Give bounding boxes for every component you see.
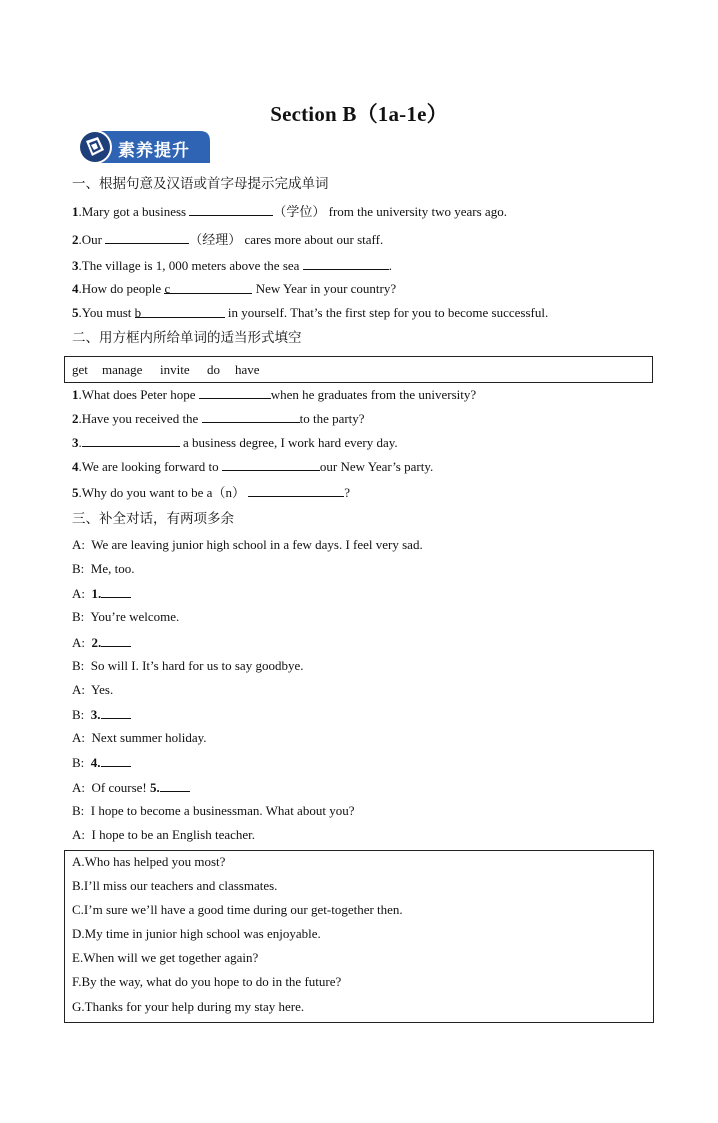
blank-number: 5: [149, 780, 157, 795]
dialogue-line: [72, 682, 113, 698]
answer-blank[interactable]: [101, 585, 131, 598]
dialogue-text: So will I. It’s hard for us to say goodbye.: [90, 658, 304, 673]
word-bank-box: [64, 356, 653, 383]
dialogue-line: [72, 537, 423, 553]
item-text-before: .: [78, 435, 82, 450]
item-text-before: .Mary got a business: [78, 204, 190, 219]
item-text-after: .: [388, 258, 392, 273]
item-number: 3: [72, 435, 79, 450]
section3-heading: 三、补全对话，有两项多余: [72, 511, 234, 527]
item-text-after: when he graduates from the university?: [270, 387, 477, 402]
speaker-label: A:: [72, 682, 85, 697]
answer-blank[interactable]: [101, 754, 131, 767]
item-number: 2: [72, 411, 79, 426]
initial-letter-hint: b: [134, 305, 142, 320]
item-text-after: in yourself. That’s the first step for you to become successful.: [224, 305, 549, 320]
section2-heading: 二、用方框内所给单词的适当形式填空: [72, 330, 302, 346]
dialogue-line: A: Of course! 5.: [72, 779, 190, 796]
speaker-label: B:: [72, 803, 85, 818]
item-text-after: New Year in your country?: [252, 281, 397, 296]
answer-blank[interactable]: [164, 281, 252, 294]
dialogue-text: We are leaving junior high school in a few days. I feel very sad.: [91, 537, 423, 552]
word-bank-item: do: [207, 362, 220, 377]
item-text-after: a business degree, I work hard every day.: [179, 435, 398, 450]
speaker-label: A:: [72, 780, 85, 795]
s2-item-3: [72, 434, 398, 451]
dialogue-text: Yes.: [91, 682, 114, 697]
answer-blank[interactable]: [202, 410, 300, 423]
speaker-label: B:: [72, 658, 85, 673]
s1-item-4: [72, 281, 396, 297]
option-c: C.I’m sure we’ll have a good time during our get-together then.: [72, 902, 403, 917]
option-g: G.Thanks for your help during my stay here.: [72, 999, 305, 1014]
item-text-before: .Have you received the: [78, 411, 202, 426]
item-text-after: our New Year’s party.: [319, 459, 434, 474]
word-bank-item: have: [235, 362, 260, 377]
item-text-before: .We are looking forward to: [78, 459, 222, 474]
option-f: F.By the way, what do you hope to do in the future?: [72, 974, 342, 989]
blank-number: 1: [91, 586, 98, 601]
option-a: A.Who has helped you most?: [72, 854, 226, 869]
item-text-before: .The village is 1, 000 meters above the sea: [78, 258, 303, 273]
initial-letter-hint: c: [164, 281, 171, 296]
item-number: 4: [72, 459, 79, 474]
item-text-after: （学位） from the university two years ago.: [273, 204, 507, 219]
speaker-label: B:: [72, 609, 85, 624]
blank-number: 2: [91, 635, 98, 650]
section1-heading: 一、根据句意及汉语或首字母提示完成单词: [72, 176, 329, 192]
dialogue-line: [72, 827, 255, 843]
dialogue-line: [72, 609, 179, 625]
item-number: 2: [72, 232, 79, 247]
options-box: [64, 850, 654, 1023]
speaker-label: B:: [72, 561, 85, 576]
answer-blank[interactable]: [199, 386, 271, 399]
badge-label: 素养提升: [118, 141, 190, 161]
speaker-label: A:: [72, 537, 85, 552]
dialogue-text: I hope to become a businessman. What about you?: [90, 803, 355, 818]
dialogue-line: B: 4.: [72, 754, 131, 771]
blank-number: 4: [90, 755, 98, 770]
speaker-label: A:: [72, 635, 85, 650]
speaker-label: B:: [72, 755, 85, 770]
item-text-before: .Our: [78, 232, 106, 247]
dialogue-text: Of course!: [91, 780, 150, 795]
item-text-after: ?: [344, 485, 350, 500]
item-text-before: .You must: [78, 305, 135, 320]
speaker-label: A:: [72, 730, 85, 745]
word-bank-item: invite: [160, 362, 190, 377]
answer-blank[interactable]: [135, 305, 225, 318]
item-number: 1: [72, 387, 79, 402]
answer-blank[interactable]: [222, 458, 320, 471]
speaker-label: B:: [72, 707, 85, 722]
option-b: B.I’ll miss our teachers and classmates.: [72, 878, 278, 893]
section-badge: [76, 128, 212, 166]
page-title: Section B（1a-1e）: [270, 102, 448, 126]
s1-item-3: [72, 257, 392, 274]
answer-blank[interactable]: [303, 257, 389, 270]
dialogue-line: [72, 561, 135, 577]
item-number: 5: [72, 305, 79, 320]
dialogue-line: B: 3.: [72, 706, 131, 723]
item-text-after: （经理） cares more about our staff.: [189, 232, 384, 247]
answer-blank[interactable]: [101, 634, 131, 647]
item-number: 3: [72, 258, 79, 273]
answer-blank[interactable]: [82, 434, 180, 447]
dialogue-line: [72, 658, 303, 674]
dialogue-text: Me, too.: [90, 561, 135, 576]
s2-item-2: [72, 410, 365, 427]
dialogue-text: Next summer holiday.: [91, 730, 207, 745]
item-text-before: .Why do you want to be a（n）: [78, 485, 249, 500]
s2-item-5: [72, 484, 350, 501]
item-text-after: to the party?: [299, 411, 365, 426]
dialogue-line: [72, 730, 207, 746]
option-e: E.When will we get together again?: [72, 950, 259, 965]
dialogue-text: You’re welcome.: [90, 609, 180, 624]
s1-item-5: [72, 305, 548, 321]
item-text-before: .How do people: [78, 281, 165, 296]
s1-item-2: [72, 231, 383, 248]
word-bank-item: get: [72, 362, 88, 377]
word-bank-item: manage: [102, 362, 143, 377]
dialogue-text: I hope to be an English teacher.: [91, 827, 256, 842]
item-number: 1: [72, 204, 79, 219]
dialogue-line: A: 1.: [72, 585, 131, 602]
answer-blank[interactable]: [101, 706, 131, 719]
s1-item-1: [72, 203, 507, 220]
item-number: 5: [72, 485, 79, 500]
item-text-before: .What does Peter hope: [78, 387, 199, 402]
answer-blank[interactable]: [105, 231, 189, 244]
speaker-label: A:: [72, 586, 85, 601]
s2-item-4: [72, 458, 433, 475]
item-number: 4: [72, 281, 79, 296]
dialogue-line: [72, 803, 354, 819]
option-d: D.My time in junior high school was enjoyable.: [72, 926, 321, 941]
blank-number: 3: [90, 707, 98, 722]
answer-blank[interactable]: [160, 779, 190, 792]
dialogue-line: A: 2.: [72, 634, 131, 651]
s2-item-1: [72, 386, 476, 403]
answer-blank[interactable]: [248, 484, 344, 497]
speaker-label: A:: [72, 827, 85, 842]
answer-blank[interactable]: [189, 203, 273, 216]
